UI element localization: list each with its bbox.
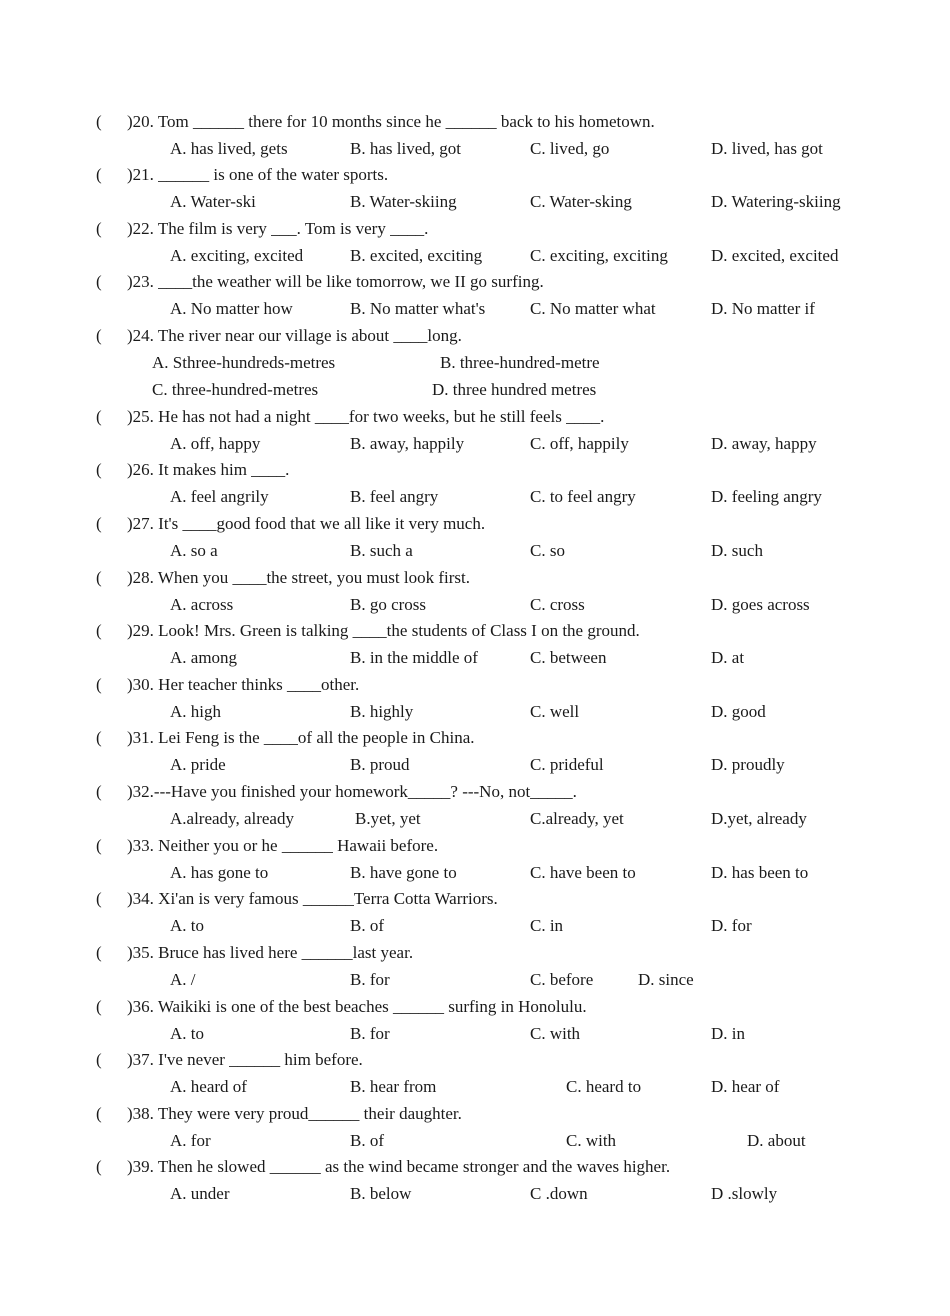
option-a[interactable]: A. to: [170, 1024, 204, 1043]
question-text: )25. He has not had a night ____for two weeks, but he still feels ____.: [127, 407, 605, 426]
question-34: [0, 889, 950, 909]
question-24: [0, 326, 950, 346]
answer-blank-paren[interactable]: (: [96, 460, 102, 479]
question-21: [0, 165, 950, 185]
option-d[interactable]: D. about: [747, 1131, 806, 1150]
option-b[interactable]: B. excited, exciting: [350, 246, 483, 265]
question-text: )35. Bruce has lived here ______last year.: [127, 943, 414, 962]
option-a[interactable]: A. heard of: [170, 1077, 247, 1096]
option-c[interactable]: C. off, happily: [530, 434, 629, 453]
question-text: )23. ____the weather will be like tomorrow, we II go surfing.: [127, 272, 544, 291]
option-d[interactable]: D. proudly: [711, 755, 785, 774]
answer-blank-paren[interactable]: (: [96, 621, 102, 640]
option-c[interactable]: C. have been to: [530, 863, 636, 882]
option-a[interactable]: A. to: [170, 916, 204, 935]
question-20: [0, 112, 950, 132]
option-a[interactable]: A. has lived, gets: [170, 139, 288, 158]
option-c[interactable]: C.already, yet: [530, 809, 624, 828]
option-d[interactable]: D .slowly: [711, 1184, 778, 1203]
option-d[interactable]: D. good: [711, 702, 766, 721]
answer-blank-paren[interactable]: (: [96, 943, 102, 962]
option-c[interactable]: C. in: [530, 916, 564, 935]
question-33: [0, 836, 950, 856]
answer-blank-paren[interactable]: (: [96, 219, 102, 238]
option-d[interactable]: D. goes across: [711, 595, 810, 614]
question-text: )26. It makes him ____.: [127, 460, 290, 479]
option-b[interactable]: B. of: [350, 916, 384, 935]
answer-blank-paren[interactable]: (: [96, 728, 102, 747]
option-c[interactable]: C. Water-sking: [530, 192, 632, 211]
option-c[interactable]: C. so: [530, 541, 565, 560]
option-d[interactable]: D. since: [638, 970, 694, 989]
option-a[interactable]: A. off, happy: [170, 434, 261, 453]
question-22: [0, 219, 950, 239]
option-b[interactable]: B. for: [350, 1024, 390, 1043]
option-d[interactable]: D. No matter if: [711, 299, 815, 318]
question-text: )31. Lei Feng is the ____of all the people in China.: [127, 728, 475, 747]
option-d[interactable]: D. at: [711, 648, 745, 667]
option-a[interactable]: A. pride: [170, 755, 226, 774]
option-a[interactable]: A. among: [170, 648, 238, 667]
option-a[interactable]: A. feel angrily: [170, 487, 269, 506]
option-b[interactable]: B. highly: [350, 702, 414, 721]
option-b[interactable]: B. go cross: [350, 595, 427, 614]
option-c[interactable]: C .down: [530, 1184, 588, 1203]
option-d[interactable]: D. hear of: [711, 1077, 780, 1096]
option-a[interactable]: A. Water-ski: [170, 192, 256, 211]
answer-blank-paren[interactable]: (: [96, 889, 102, 908]
option-c[interactable]: C. with: [530, 1024, 581, 1043]
option-d[interactable]: D. such: [711, 541, 763, 560]
option-d[interactable]: D. Watering-skiing: [711, 192, 841, 211]
option-c[interactable]: C. before: [530, 970, 594, 989]
question-text: )29. Look! Mrs. Green is talking ____the students of Class I on the ground.: [127, 621, 640, 640]
answer-blank-paren[interactable]: (: [96, 407, 102, 426]
option-c[interactable]: C. prideful: [530, 755, 604, 774]
question-text: )39. Then he slowed ______ as the wind became stronger and the waves higher.: [127, 1157, 671, 1176]
option-b[interactable]: B. for: [350, 970, 390, 989]
option-a[interactable]: A. /: [170, 970, 196, 989]
question-text: )36. Waikiki is one of the best beaches ______ surfing in Honolulu.: [127, 997, 587, 1016]
question-39: [0, 1157, 950, 1177]
question-text: )28. When you ____the street, you must look first.: [127, 568, 470, 587]
question-38: [0, 1104, 950, 1124]
option-c[interactable]: C. No matter what: [530, 299, 656, 318]
option-a[interactable]: A. across: [170, 595, 234, 614]
answer-blank-paren[interactable]: (: [96, 326, 102, 345]
answer-blank-paren[interactable]: (: [96, 1050, 102, 1069]
option-d[interactable]: D. away, happy: [711, 434, 817, 453]
answer-blank-paren[interactable]: (: [96, 514, 102, 533]
question-37: [0, 1050, 950, 1070]
option-a[interactable]: A. Sthree-hundreds-metres: [152, 353, 336, 372]
option-b[interactable]: B. three-hundred-metre: [440, 353, 600, 372]
option-a[interactable]: A. under: [170, 1184, 230, 1203]
option-b[interactable]: B. below: [350, 1184, 412, 1203]
option-c[interactable]: C. three-hundred-metres: [152, 380, 319, 399]
answer-blank-paren[interactable]: (: [96, 782, 102, 801]
question-text: )34. Xi'an is very famous ______Terra Cotta Warriors.: [127, 889, 498, 908]
question-text: )32.---Have you finished your homework_____? ---No, not_____.: [127, 782, 577, 801]
answer-blank-paren[interactable]: (: [96, 1104, 102, 1123]
question-30: [0, 675, 950, 695]
question-text: )27. It's ____good food that we all like it very much.: [127, 514, 486, 533]
option-b[interactable]: B. has lived, got: [350, 139, 461, 158]
option-d[interactable]: D. three hundred metres: [432, 380, 597, 399]
option-b[interactable]: B. Water-skiing: [350, 192, 457, 211]
question-29: [0, 621, 950, 641]
option-a[interactable]: A. for: [170, 1131, 211, 1150]
option-c[interactable]: C. lived, go: [530, 139, 610, 158]
option-d[interactable]: D. in: [711, 1024, 745, 1043]
option-b[interactable]: B. No matter what's: [350, 299, 486, 318]
option-d[interactable]: D. has been to: [711, 863, 809, 882]
answer-blank-paren[interactable]: (: [96, 112, 102, 131]
question-35: [0, 943, 950, 963]
question-28: [0, 568, 950, 588]
option-a[interactable]: A.already, already: [170, 809, 294, 828]
option-d[interactable]: D. for: [711, 916, 752, 935]
question-31: [0, 728, 950, 748]
option-b[interactable]: B. in the middle of: [350, 648, 478, 667]
option-a[interactable]: A. exciting, excited: [170, 246, 304, 265]
option-a[interactable]: A. has gone to: [170, 863, 269, 882]
option-b[interactable]: B. have gone to: [350, 863, 457, 882]
question-26: [0, 460, 950, 480]
question-27: [0, 514, 950, 534]
answer-blank-paren[interactable]: (: [96, 165, 102, 184]
answer-blank-paren[interactable]: (: [96, 997, 102, 1016]
option-b[interactable]: B. of: [350, 1131, 384, 1150]
option-b[interactable]: B. away, happily: [350, 434, 465, 453]
option-a[interactable]: A. No matter how: [170, 299, 293, 318]
question-text: )22. The film is very ___. Tom is very ____.: [127, 219, 429, 238]
option-c[interactable]: C. between: [530, 648, 607, 667]
option-d[interactable]: D. feeling angry: [711, 487, 822, 506]
option-a[interactable]: A. so a: [170, 541, 218, 560]
answer-blank-paren[interactable]: (: [96, 568, 102, 587]
question-36: [0, 997, 950, 1017]
question-text: )20. Tom ______ there for 10 months since he ______ back to his hometown.: [127, 112, 655, 131]
question-text: )33. Neither you or he ______ Hawaii before.: [127, 836, 439, 855]
answer-blank-paren[interactable]: (: [96, 675, 102, 694]
question-text: )24. The river near our village is about ____long.: [127, 326, 462, 345]
option-c[interactable]: C. to feel angry: [530, 487, 636, 506]
question-23: [0, 272, 950, 292]
option-c[interactable]: C. heard to: [566, 1077, 642, 1096]
option-b[interactable]: B. feel angry: [350, 487, 439, 506]
option-b[interactable]: B. hear from: [350, 1077, 437, 1096]
option-a[interactable]: A. high: [170, 702, 221, 721]
answer-blank-paren[interactable]: (: [96, 836, 102, 855]
option-b[interactable]: B.yet, yet: [355, 809, 421, 828]
option-c[interactable]: C. exciting, exciting: [530, 246, 668, 265]
question-text: )30. Her teacher thinks ____other.: [127, 675, 360, 694]
option-d[interactable]: D. excited, excited: [711, 246, 839, 265]
option-b[interactable]: B. proud: [350, 755, 410, 774]
option-b[interactable]: B. such a: [350, 541, 413, 560]
question-text: )37. I've never ______ him before.: [127, 1050, 363, 1069]
answer-blank-paren[interactable]: (: [96, 1157, 102, 1176]
question-25: [0, 407, 950, 427]
option-d[interactable]: D.yet, already: [711, 809, 807, 828]
option-c[interactable]: C. well: [530, 702, 580, 721]
option-c[interactable]: C. with: [566, 1131, 617, 1150]
question-text: )21. ______ is one of the water sports.: [127, 165, 389, 184]
answer-blank-paren[interactable]: (: [96, 272, 102, 291]
question-32: [0, 782, 950, 802]
option-d[interactable]: D. lived, has got: [711, 139, 823, 158]
option-c[interactable]: C. cross: [530, 595, 585, 614]
question-text: )38. They were very proud______ their daughter.: [127, 1104, 462, 1123]
